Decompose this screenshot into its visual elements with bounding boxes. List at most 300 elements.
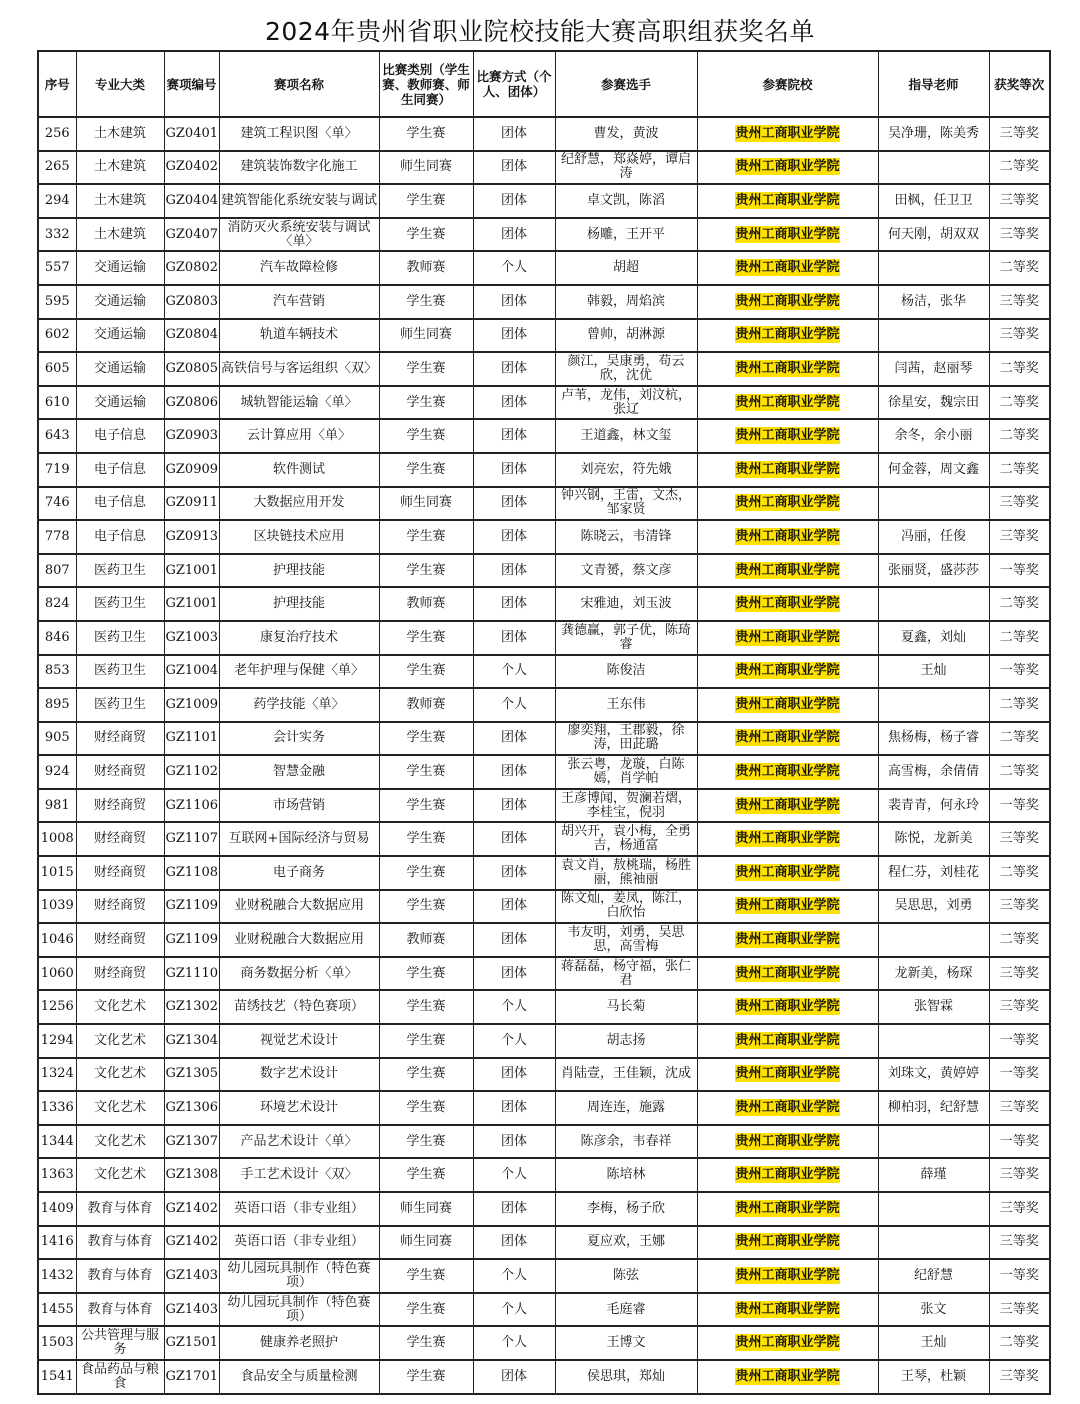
school-name-highlight: 贵州工商职业学院 bbox=[735, 1133, 840, 1149]
cell-number: 605 bbox=[38, 352, 76, 386]
cell-event-name: 区块链技术应用 bbox=[219, 520, 379, 554]
cell-contestants: 曹发，黄波 bbox=[555, 117, 697, 151]
table-row bbox=[38, 587, 1050, 621]
cell-advisors: 冯丽，任俊 bbox=[878, 520, 989, 554]
cell-advisors: 薛瑾 bbox=[878, 1158, 989, 1192]
cell-mode: 个人 bbox=[473, 1024, 555, 1058]
cell-contestants: 胡兴开，袁小梅，全勇吉，杨通富 bbox=[555, 822, 697, 856]
cell-event-code: GZ1109 bbox=[164, 923, 219, 957]
cell-event-name: 英语口语（非专业组） bbox=[219, 1226, 379, 1260]
cell-advisors: 高雪梅，余倩倩 bbox=[878, 755, 989, 789]
cell-category: 财经商贸 bbox=[76, 722, 164, 756]
cell-number: 1363 bbox=[38, 1158, 76, 1192]
cell-contestants: 陈弦 bbox=[555, 1259, 697, 1293]
cell-category: 医药卫生 bbox=[76, 587, 164, 621]
cell-event-name: 大数据应用开发 bbox=[219, 487, 379, 521]
cell-contestants: 肖陆壹，王佳颖，沈成 bbox=[555, 1058, 697, 1092]
cell-advisors: 程仁芬，刘桂花 bbox=[878, 856, 989, 890]
cell-category: 电子信息 bbox=[76, 520, 164, 554]
column-header: 参赛院校 bbox=[697, 51, 878, 117]
cell-competition-type: 师生同赛 bbox=[379, 151, 473, 185]
cell-event-code: GZ1701 bbox=[164, 1360, 219, 1394]
school-name-highlight: 贵州工商职业学院 bbox=[735, 1368, 840, 1384]
cell-number: 1344 bbox=[38, 1125, 76, 1159]
cell-category: 电子信息 bbox=[76, 419, 164, 453]
table-row bbox=[38, 923, 1050, 957]
cell-category: 土木建筑 bbox=[76, 218, 164, 252]
cell-school bbox=[697, 1058, 878, 1092]
cell-event-code: GZ1110 bbox=[164, 957, 219, 991]
school-name-highlight: 贵州工商职业学院 bbox=[735, 898, 840, 914]
cell-category: 文化艺术 bbox=[76, 1091, 164, 1125]
cell-mode: 个人 bbox=[473, 655, 555, 689]
cell-award: 一等奖 bbox=[989, 655, 1050, 689]
cell-event-name: 数字艺术设计 bbox=[219, 1058, 379, 1092]
table-body bbox=[38, 117, 1050, 1394]
cell-competition-type: 学生赛 bbox=[379, 1360, 473, 1394]
cell-event-code: GZ1003 bbox=[164, 621, 219, 655]
cell-event-code: GZ1004 bbox=[164, 655, 219, 689]
cell-mode: 团体 bbox=[473, 1091, 555, 1125]
cell-competition-type: 学生赛 bbox=[379, 117, 473, 151]
cell-event-code: GZ0805 bbox=[164, 352, 219, 386]
cell-competition-type: 学生赛 bbox=[379, 453, 473, 487]
cell-category: 交通运输 bbox=[76, 251, 164, 285]
cell-mode: 团体 bbox=[473, 419, 555, 453]
cell-award: 三等奖 bbox=[989, 487, 1050, 521]
cell-event-code: GZ0804 bbox=[164, 319, 219, 353]
cell-contestants: 周连连，施露 bbox=[555, 1091, 697, 1125]
school-name-highlight: 贵州工商职业学院 bbox=[735, 1234, 840, 1250]
cell-category: 教育与体育 bbox=[76, 1293, 164, 1327]
cell-number: 610 bbox=[38, 386, 76, 420]
cell-mode: 团体 bbox=[473, 285, 555, 319]
table-row bbox=[38, 117, 1050, 151]
cell-competition-type: 学生赛 bbox=[379, 419, 473, 453]
table-row bbox=[38, 218, 1050, 252]
cell-contestants: 王彦博闻，贺澜若熠，李桂宝，倪羽 bbox=[555, 789, 697, 823]
cell-mode: 团体 bbox=[473, 554, 555, 588]
cell-school bbox=[697, 184, 878, 218]
cell-category: 土木建筑 bbox=[76, 117, 164, 151]
cell-award: 三等奖 bbox=[989, 1091, 1050, 1125]
cell-award: 一等奖 bbox=[989, 1259, 1050, 1293]
school-name-highlight: 贵州工商职业学院 bbox=[735, 159, 840, 175]
school-name-highlight: 贵州工商职业学院 bbox=[735, 629, 840, 645]
cell-category: 财经商贸 bbox=[76, 890, 164, 924]
school-name-highlight: 贵州工商职业学院 bbox=[735, 864, 840, 880]
cell-contestants: 王东伟 bbox=[555, 688, 697, 722]
cell-school bbox=[697, 520, 878, 554]
cell-contestants: 韦友明，刘勇，吴思思，高雪梅 bbox=[555, 923, 697, 957]
cell-competition-type: 学生赛 bbox=[379, 1058, 473, 1092]
cell-mode: 个人 bbox=[473, 688, 555, 722]
cell-advisors: 吴净珊，陈美秀 bbox=[878, 117, 989, 151]
table-row bbox=[38, 352, 1050, 386]
cell-mode: 团体 bbox=[473, 1192, 555, 1226]
school-name-highlight: 贵州工商职业学院 bbox=[735, 965, 840, 981]
cell-event-code: GZ1102 bbox=[164, 755, 219, 789]
school-name-highlight: 贵州工商职业学院 bbox=[735, 1167, 840, 1183]
cell-award: 一等奖 bbox=[989, 554, 1050, 588]
cell-contestants: 张云粤，龙璇，白陈嫣，肖学帕 bbox=[555, 755, 697, 789]
cell-category: 医药卫生 bbox=[76, 554, 164, 588]
cell-event-name: 轨道车辆技术 bbox=[219, 319, 379, 353]
cell-event-code: GZ1307 bbox=[164, 1125, 219, 1159]
cell-competition-type: 学生赛 bbox=[379, 655, 473, 689]
cell-school bbox=[697, 1024, 878, 1058]
cell-contestants: 卢苇，龙伟，刘汶杭，张辽 bbox=[555, 386, 697, 420]
cell-competition-type: 学生赛 bbox=[379, 822, 473, 856]
cell-advisors bbox=[878, 923, 989, 957]
cell-number: 1039 bbox=[38, 890, 76, 924]
cell-advisors bbox=[878, 1192, 989, 1226]
cell-award: 三等奖 bbox=[989, 822, 1050, 856]
cell-event-code: GZ0401 bbox=[164, 117, 219, 151]
table-row bbox=[38, 554, 1050, 588]
cell-competition-type: 学生赛 bbox=[379, 218, 473, 252]
cell-contestants: 马长菊 bbox=[555, 990, 697, 1024]
cell-event-code: GZ1403 bbox=[164, 1259, 219, 1293]
cell-competition-type: 学生赛 bbox=[379, 957, 473, 991]
cell-event-code: GZ0404 bbox=[164, 184, 219, 218]
school-name-highlight: 贵州工商职业学院 bbox=[735, 1267, 840, 1283]
cell-school bbox=[697, 151, 878, 185]
cell-number: 1294 bbox=[38, 1024, 76, 1058]
cell-mode: 个人 bbox=[473, 1259, 555, 1293]
column-header: 赛项编号 bbox=[164, 51, 219, 117]
cell-event-code: GZ1001 bbox=[164, 587, 219, 621]
column-header: 序号 bbox=[38, 51, 76, 117]
cell-competition-type: 学生赛 bbox=[379, 789, 473, 823]
cell-event-code: GZ0911 bbox=[164, 487, 219, 521]
cell-event-name: 汽车故障检修 bbox=[219, 251, 379, 285]
cell-advisors: 何天刚，胡双双 bbox=[878, 218, 989, 252]
cell-school bbox=[697, 923, 878, 957]
cell-contestants: 钟兴钢，王雷，文杰，邹家贤 bbox=[555, 487, 697, 521]
column-header: 参赛选手 bbox=[555, 51, 697, 117]
cell-award: 三等奖 bbox=[989, 218, 1050, 252]
cell-number: 1541 bbox=[38, 1360, 76, 1394]
cell-event-code: GZ1304 bbox=[164, 1024, 219, 1058]
cell-category: 文化艺术 bbox=[76, 1058, 164, 1092]
cell-event-name: 业财税融合大数据应用 bbox=[219, 890, 379, 924]
school-name-highlight: 贵州工商职业学院 bbox=[735, 327, 840, 343]
cell-contestants: 龚德赢，郭子优，陈琦睿 bbox=[555, 621, 697, 655]
school-name-highlight: 贵州工商职业学院 bbox=[735, 596, 840, 612]
school-name-highlight: 贵州工商职业学院 bbox=[735, 226, 840, 242]
cell-contestants: 廖奕翔，王郡毅，徐涛，田茈璐 bbox=[555, 722, 697, 756]
cell-event-name: 软件测试 bbox=[219, 453, 379, 487]
cell-contestants: 王道鑫，林文玺 bbox=[555, 419, 697, 453]
cell-category: 财经商贸 bbox=[76, 923, 164, 957]
cell-contestants: 李梅，杨子欣 bbox=[555, 1192, 697, 1226]
cell-advisors: 刘珠文，黄婷婷 bbox=[878, 1058, 989, 1092]
cell-competition-type: 学生赛 bbox=[379, 184, 473, 218]
cell-category: 教育与体育 bbox=[76, 1259, 164, 1293]
table-row bbox=[38, 688, 1050, 722]
cell-contestants: 文青赟，蔡文彦 bbox=[555, 554, 697, 588]
cell-advisors: 夏鑫，刘灿 bbox=[878, 621, 989, 655]
cell-school bbox=[697, 319, 878, 353]
cell-school bbox=[697, 722, 878, 756]
cell-competition-type: 学生赛 bbox=[379, 554, 473, 588]
cell-contestants: 陈培林 bbox=[555, 1158, 697, 1192]
cell-event-code: GZ0913 bbox=[164, 520, 219, 554]
cell-competition-type: 师生同赛 bbox=[379, 319, 473, 353]
cell-event-name: 智慧金融 bbox=[219, 755, 379, 789]
cell-school bbox=[697, 990, 878, 1024]
table-row bbox=[38, 520, 1050, 554]
cell-school bbox=[697, 285, 878, 319]
cell-school bbox=[697, 1226, 878, 1260]
cell-category: 公共管理与服务 bbox=[76, 1326, 164, 1360]
cell-mode: 团体 bbox=[473, 487, 555, 521]
cell-number: 256 bbox=[38, 117, 76, 151]
cell-mode: 团体 bbox=[473, 1125, 555, 1159]
cell-award: 二等奖 bbox=[989, 923, 1050, 957]
cell-event-name: 商务数据分析〈单〉 bbox=[219, 957, 379, 991]
cell-award: 三等奖 bbox=[989, 1192, 1050, 1226]
cell-competition-type: 师生同赛 bbox=[379, 1192, 473, 1226]
cell-contestants: 侯思琪，郑灿 bbox=[555, 1360, 697, 1394]
cell-advisors bbox=[878, 688, 989, 722]
cell-contestants: 毛庭睿 bbox=[555, 1293, 697, 1327]
school-name-highlight: 贵州工商职业学院 bbox=[735, 461, 840, 477]
cell-number: 719 bbox=[38, 453, 76, 487]
cell-category: 交通运输 bbox=[76, 352, 164, 386]
cell-number: 1432 bbox=[38, 1259, 76, 1293]
cell-contestants: 杨雕，王开平 bbox=[555, 218, 697, 252]
cell-competition-type: 学生赛 bbox=[379, 1293, 473, 1327]
cell-event-name: 建筑智能化系统安装与调试 bbox=[219, 184, 379, 218]
cell-event-code: GZ0803 bbox=[164, 285, 219, 319]
cell-award: 三等奖 bbox=[989, 1293, 1050, 1327]
cell-competition-type: 学生赛 bbox=[379, 352, 473, 386]
table-row bbox=[38, 151, 1050, 185]
column-header: 比赛类别（学生赛、教师赛、师生同赛） bbox=[379, 51, 473, 117]
cell-competition-type: 学生赛 bbox=[379, 1326, 473, 1360]
table-row bbox=[38, 1091, 1050, 1125]
cell-event-code: GZ0802 bbox=[164, 251, 219, 285]
cell-school bbox=[697, 1360, 878, 1394]
table-row bbox=[38, 1226, 1050, 1260]
cell-school bbox=[697, 587, 878, 621]
table-row bbox=[38, 1259, 1050, 1293]
cell-category: 文化艺术 bbox=[76, 1125, 164, 1159]
cell-award: 二等奖 bbox=[989, 1326, 1050, 1360]
cell-event-name: 消防灭火系统安装与调试〈单〉 bbox=[219, 218, 379, 252]
cell-school bbox=[697, 419, 878, 453]
cell-award: 二等奖 bbox=[989, 151, 1050, 185]
cell-competition-type: 学生赛 bbox=[379, 1259, 473, 1293]
cell-contestants: 陈晓云，韦清锋 bbox=[555, 520, 697, 554]
cell-contestants: 袁文肖，敖桃瑞，杨胜丽，熊袖丽 bbox=[555, 856, 697, 890]
cell-event-name: 护理技能 bbox=[219, 587, 379, 621]
cell-competition-type: 学生赛 bbox=[379, 1125, 473, 1159]
cell-mode: 团体 bbox=[473, 1226, 555, 1260]
cell-event-code: GZ1402 bbox=[164, 1226, 219, 1260]
cell-contestants: 陈文灿，姜凤，陈江，白欣怡 bbox=[555, 890, 697, 924]
school-name-highlight: 贵州工商职业学院 bbox=[735, 495, 840, 511]
cell-competition-type: 学生赛 bbox=[379, 1091, 473, 1125]
cell-mode: 团体 bbox=[473, 218, 555, 252]
cell-mode: 团体 bbox=[473, 621, 555, 655]
cell-school bbox=[697, 1125, 878, 1159]
cell-advisors bbox=[878, 319, 989, 353]
cell-advisors: 王琴，杜颖 bbox=[878, 1360, 989, 1394]
cell-school bbox=[697, 117, 878, 151]
cell-award: 三等奖 bbox=[989, 890, 1050, 924]
cell-award: 一等奖 bbox=[989, 1125, 1050, 1159]
school-name-highlight: 贵州工商职业学院 bbox=[735, 831, 840, 847]
cell-event-name: 互联网+国际经济与贸易 bbox=[219, 822, 379, 856]
cell-number: 924 bbox=[38, 755, 76, 789]
school-name-highlight: 贵州工商职业学院 bbox=[735, 1200, 840, 1216]
cell-award: 二等奖 bbox=[989, 587, 1050, 621]
cell-contestants: 胡志扬 bbox=[555, 1024, 697, 1058]
school-name-highlight: 贵州工商职业学院 bbox=[735, 293, 840, 309]
school-name-highlight: 贵州工商职业学院 bbox=[735, 696, 840, 712]
cell-category: 交通运输 bbox=[76, 319, 164, 353]
cell-mode: 团体 bbox=[473, 1360, 555, 1394]
cell-award: 三等奖 bbox=[989, 957, 1050, 991]
school-name-highlight: 贵州工商职业学院 bbox=[735, 260, 840, 276]
cell-competition-type: 学生赛 bbox=[379, 1024, 473, 1058]
cell-school bbox=[697, 352, 878, 386]
cell-award: 二等奖 bbox=[989, 688, 1050, 722]
cell-number: 1015 bbox=[38, 856, 76, 890]
cell-award: 三等奖 bbox=[989, 990, 1050, 1024]
table-row bbox=[38, 1058, 1050, 1092]
cell-mode: 团体 bbox=[473, 822, 555, 856]
cell-award: 二等奖 bbox=[989, 722, 1050, 756]
cell-school bbox=[697, 386, 878, 420]
cell-event-code: GZ0407 bbox=[164, 218, 219, 252]
cell-category: 财经商贸 bbox=[76, 755, 164, 789]
school-name-highlight: 贵州工商职业学院 bbox=[735, 1335, 840, 1351]
cell-event-code: GZ1001 bbox=[164, 554, 219, 588]
cell-number: 595 bbox=[38, 285, 76, 319]
cell-category: 交通运输 bbox=[76, 386, 164, 420]
cell-school bbox=[697, 487, 878, 521]
cell-contestants: 夏应欢，王娜 bbox=[555, 1226, 697, 1260]
school-name-highlight: 贵州工商职业学院 bbox=[735, 663, 840, 679]
cell-number: 846 bbox=[38, 621, 76, 655]
cell-event-name: 城轨智能运输〈单〉 bbox=[219, 386, 379, 420]
cell-school bbox=[697, 218, 878, 252]
cell-advisors bbox=[878, 1226, 989, 1260]
cell-category: 教育与体育 bbox=[76, 1226, 164, 1260]
cell-contestants: 蒋磊磊，杨守福，张仁君 bbox=[555, 957, 697, 991]
cell-mode: 团体 bbox=[473, 755, 555, 789]
cell-competition-type: 教师赛 bbox=[379, 923, 473, 957]
cell-contestants: 韩毅，周焰滨 bbox=[555, 285, 697, 319]
cell-competition-type: 学生赛 bbox=[379, 285, 473, 319]
school-name-highlight: 贵州工商职业学院 bbox=[735, 1066, 840, 1082]
school-name-highlight: 贵州工商职业学院 bbox=[735, 1032, 840, 1048]
cell-event-name: 产品艺术设计〈单〉 bbox=[219, 1125, 379, 1159]
cell-category: 医药卫生 bbox=[76, 688, 164, 722]
cell-mode: 团体 bbox=[473, 184, 555, 218]
cell-advisors bbox=[878, 487, 989, 521]
cell-event-code: GZ1106 bbox=[164, 789, 219, 823]
cell-mode: 团体 bbox=[473, 722, 555, 756]
cell-school bbox=[697, 755, 878, 789]
table-row bbox=[38, 1360, 1050, 1394]
cell-award: 三等奖 bbox=[989, 319, 1050, 353]
table-row bbox=[38, 184, 1050, 218]
cell-advisors bbox=[878, 1125, 989, 1159]
cell-event-name: 苗绣技艺（特色赛项） bbox=[219, 990, 379, 1024]
cell-number: 895 bbox=[38, 688, 76, 722]
cell-mode: 团体 bbox=[473, 386, 555, 420]
cell-advisors: 裴青青，何永玲 bbox=[878, 789, 989, 823]
cell-number: 1503 bbox=[38, 1326, 76, 1360]
cell-award: 三等奖 bbox=[989, 1360, 1050, 1394]
cell-event-name: 建筑工程识图〈单〉 bbox=[219, 117, 379, 151]
cell-event-code: GZ1302 bbox=[164, 990, 219, 1024]
column-header: 获奖等次 bbox=[989, 51, 1050, 117]
cell-contestants: 胡超 bbox=[555, 251, 697, 285]
cell-category: 电子信息 bbox=[76, 487, 164, 521]
cell-award: 二等奖 bbox=[989, 621, 1050, 655]
cell-advisors: 柳柏羽，纪舒慧 bbox=[878, 1091, 989, 1125]
cell-mode: 团体 bbox=[473, 319, 555, 353]
table-row bbox=[38, 386, 1050, 420]
cell-mode: 团体 bbox=[473, 957, 555, 991]
school-name-highlight: 贵州工商职业学院 bbox=[735, 528, 840, 544]
cell-event-name: 建筑装饰数字化施工 bbox=[219, 151, 379, 185]
cell-number: 332 bbox=[38, 218, 76, 252]
cell-contestants: 纪舒慧，郑焱婷，谭启涛 bbox=[555, 151, 697, 185]
column-header: 指导老师 bbox=[878, 51, 989, 117]
cell-competition-type: 学生赛 bbox=[379, 520, 473, 554]
cell-competition-type: 教师赛 bbox=[379, 251, 473, 285]
cell-award: 三等奖 bbox=[989, 520, 1050, 554]
cell-mode: 团体 bbox=[473, 789, 555, 823]
cell-school bbox=[697, 822, 878, 856]
cell-number: 294 bbox=[38, 184, 76, 218]
cell-event-name: 高铁信号与客运组织〈双〉 bbox=[219, 352, 379, 386]
cell-competition-type: 师生同赛 bbox=[379, 487, 473, 521]
table-row bbox=[38, 1326, 1050, 1360]
cell-award: 二等奖 bbox=[989, 352, 1050, 386]
cell-advisors: 纪舒慧 bbox=[878, 1259, 989, 1293]
cell-school bbox=[697, 856, 878, 890]
table-row bbox=[38, 822, 1050, 856]
cell-event-code: GZ1308 bbox=[164, 1158, 219, 1192]
table-row bbox=[38, 655, 1050, 689]
cell-school bbox=[697, 1192, 878, 1226]
table-row bbox=[38, 453, 1050, 487]
cell-award: 三等奖 bbox=[989, 117, 1050, 151]
cell-number: 824 bbox=[38, 587, 76, 621]
cell-number: 1455 bbox=[38, 1293, 76, 1327]
cell-advisors: 余冬，余小丽 bbox=[878, 419, 989, 453]
cell-competition-type: 学生赛 bbox=[379, 755, 473, 789]
cell-number: 602 bbox=[38, 319, 76, 353]
cell-mode: 个人 bbox=[473, 1158, 555, 1192]
cell-number: 1256 bbox=[38, 990, 76, 1024]
cell-school bbox=[697, 554, 878, 588]
cell-event-code: GZ0903 bbox=[164, 419, 219, 453]
cell-award: 三等奖 bbox=[989, 285, 1050, 319]
cell-advisors: 陈悦，龙新美 bbox=[878, 822, 989, 856]
cell-award: 二等奖 bbox=[989, 419, 1050, 453]
cell-contestants: 卓文凯，陈滔 bbox=[555, 184, 697, 218]
cell-school bbox=[697, 688, 878, 722]
